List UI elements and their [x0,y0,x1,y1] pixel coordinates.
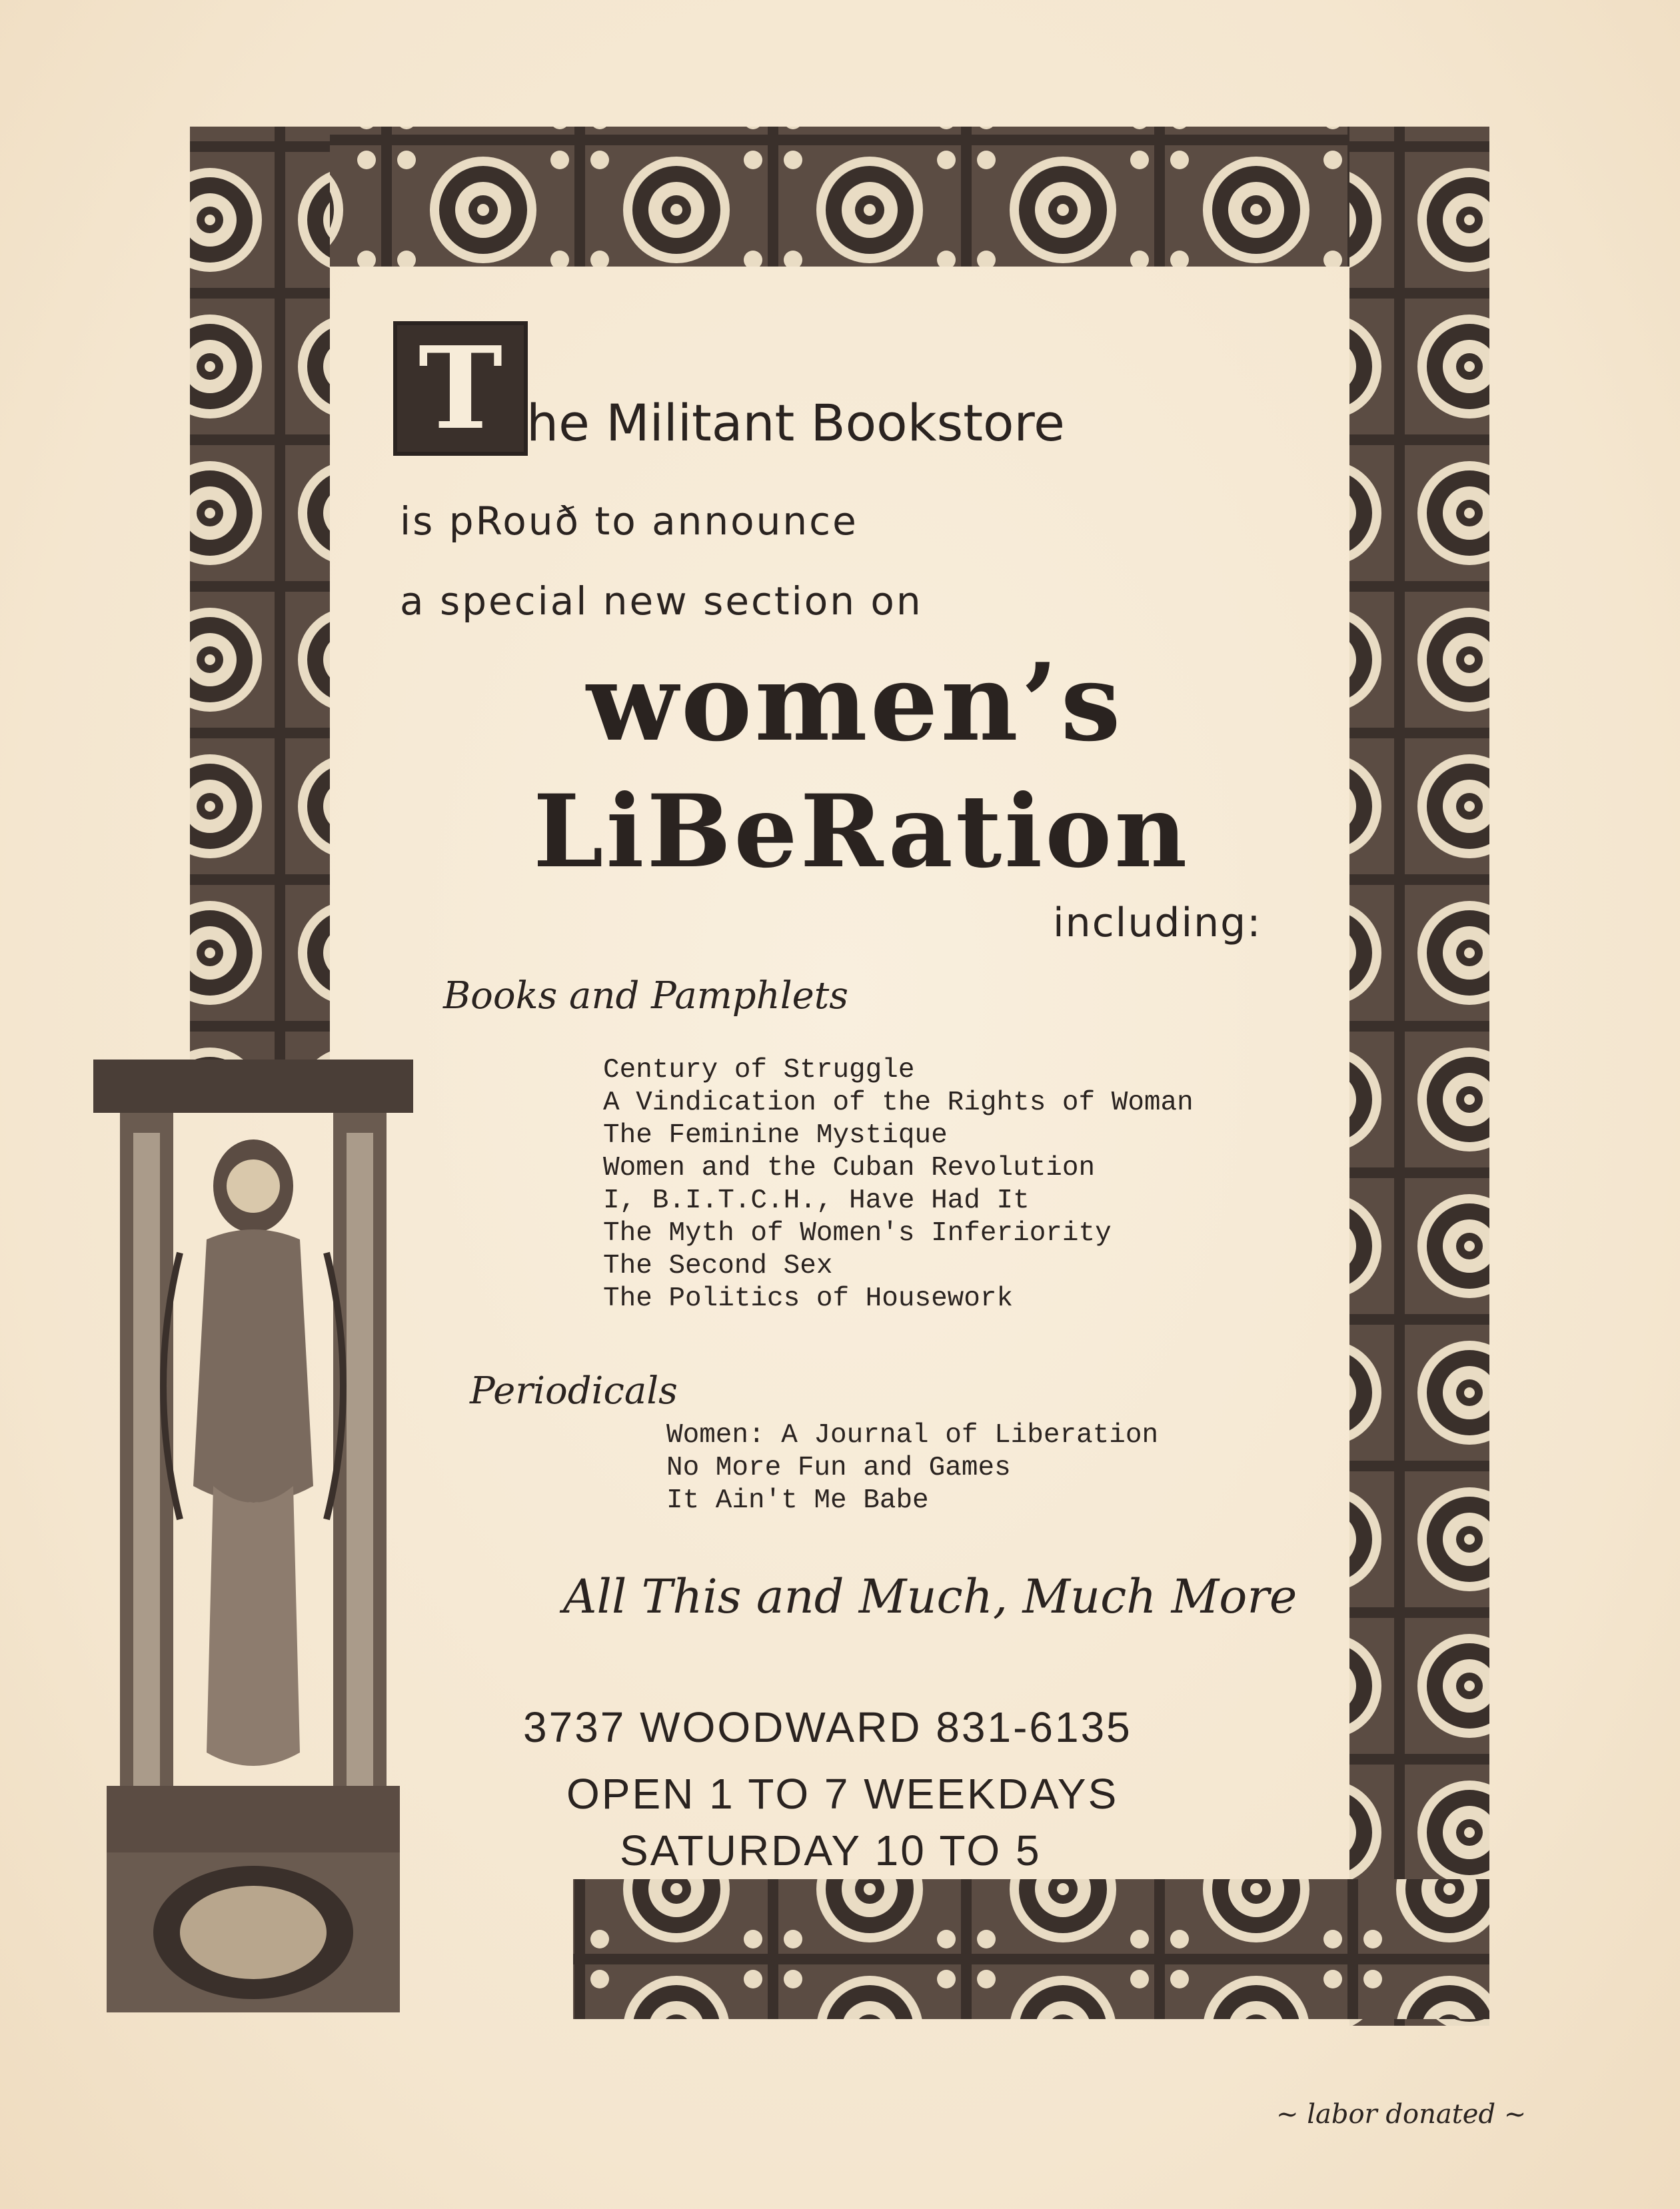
store-hours-saturday: SATURDAY 10 TO 5 [620,1827,1042,1874]
border-corner-top-left [190,127,330,267]
including-label: including: [1053,900,1262,946]
drop-cap-letter: T [393,321,528,456]
border-bottom [573,1879,1489,2019]
list-item: The Feminine Mystique [603,1120,948,1151]
labor-donated-note: ~ labor donated ~ [1276,2099,1527,2130]
list-item: A Vindication of the Rights of Woman [603,1088,1194,1118]
border-right [1349,127,1489,2026]
list-item: The Myth of Women's Inferiority [603,1218,1112,1249]
store-hours-weekdays: OPEN 1 TO 7 WEEKDAYS [566,1770,1119,1818]
list-item: The Politics of Housework [603,1283,1014,1314]
list-item: No More Fun and Games [666,1453,1011,1483]
border-top [193,127,1349,267]
announcement-line-1: is pRouð to announce [400,498,858,544]
woodcut-figure-illustration [80,1053,426,2026]
store-address-phone: 3737 WOODWARD 831-6135 [523,1703,1132,1751]
store-name-line: he Militant Bookstore [526,393,1065,452]
announcement-line-2: a special new section on [400,578,923,624]
list-item: I, B.I.T.C.H., Have Had It [603,1185,1030,1216]
books-heading: Books and Pamphlets [443,974,849,1018]
periodicals-list [666,1419,1158,1517]
list-item: Women: A Journal of Liberation [666,1420,1159,1451]
list-item: It Ain't Me Babe [666,1485,929,1516]
tagline: All This and Much, Much More [563,1569,1297,1624]
list-item: The Second Sex [603,1251,833,1281]
list-item: Century of Struggle [603,1055,915,1086]
main-title-liberation: LiBeRation [533,773,1190,890]
books-list [603,1054,1194,1315]
main-title-womens: women’s [586,640,1124,765]
list-item: Women and the Cuban Revolution [603,1153,1096,1183]
periodicals-heading: Periodicals [470,1369,678,1413]
border-left [190,267,330,1073]
